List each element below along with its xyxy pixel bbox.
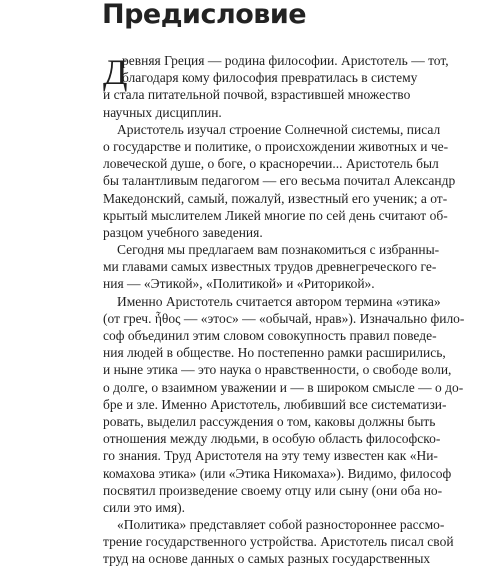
text-line: научных дисциплин. xyxy=(103,104,222,120)
text-line: ния — «Этикой», «Политикой» и «Риторикой». xyxy=(103,276,375,292)
text-line: Сегодня мы предлагаем вам познакомиться с избранны- xyxy=(117,242,440,258)
text-line: бы талантливым педагогом — его весьма почитал Александр xyxy=(103,173,456,189)
text-line: сили это имя). xyxy=(103,499,186,515)
text-line: (от греч. ἦθος — «этос» — «обычай, нрав»). Изначально фило- xyxy=(103,310,465,326)
page-title: Предисловие xyxy=(102,0,307,30)
text-line: Македонский, самый, пожалуй, известный его ученик; а от- xyxy=(103,190,448,206)
body-text xyxy=(103,52,465,568)
text-line: «Политика» представляет собой разностороннее рассмо- xyxy=(117,517,445,533)
text-line: Именно Аристотель считается автором термина «этика» xyxy=(117,293,441,309)
text-line: ровать, выделил рассуждения о том, каковы должны быть xyxy=(103,413,436,429)
text-line: соф объединил этим словом совокупность правил поведе- xyxy=(103,328,437,343)
text-line: го знания. Труд Аристотеля на эту тему известен как «Ни- xyxy=(103,448,438,464)
drop-cap-letter: Д xyxy=(103,52,128,92)
text-line: разцом учебного заведения. xyxy=(103,224,263,240)
text-line: и ныне этика — это наука о нравственности, о свободе воли, xyxy=(103,362,452,378)
text-line: ния людей в обществе. Но постепенно рамки расширились, xyxy=(103,345,446,361)
text-line: крытый мыслителем Ликей многие по сей день считают об- xyxy=(103,207,448,223)
text-line: о долге, о взаимном уважении и — в широком смысле — о до- xyxy=(103,379,464,395)
text-line: ми главами самых известных трудов древнегреческого ге- xyxy=(103,259,437,275)
text-line: трение государственного устройства. Аристотель писал свой xyxy=(103,534,454,550)
text-line: и стала питательной почвой, взрастившей множество xyxy=(103,87,411,103)
text-line: труд на основе данных о самых разных государственных xyxy=(103,551,431,567)
text-line: посвятил произведение своему отцу или сыну (они оба но- xyxy=(103,482,443,498)
text-line: о государстве и политике, о происхождении животных и че- xyxy=(103,138,449,154)
text-line: благодаря кому философия превратилась в систему xyxy=(122,70,418,86)
text-line: бре и зле. Именно Аристотель, любивший все систематизи- xyxy=(103,396,447,412)
text-line: комахова этика» (или «Этика Никомаха»). Видимо, философ xyxy=(103,465,452,481)
text-line: отношения между людьми, в особую область философско- xyxy=(103,431,441,447)
text-line: ревняя Греция — родина философии. Аристотель — тот, xyxy=(122,53,449,68)
text-line: Аристотель изучал строение Солнечной системы, писал xyxy=(117,121,441,137)
text-line: ловеческой душе, о боге, о красноречии... Аристотель был xyxy=(103,156,439,172)
